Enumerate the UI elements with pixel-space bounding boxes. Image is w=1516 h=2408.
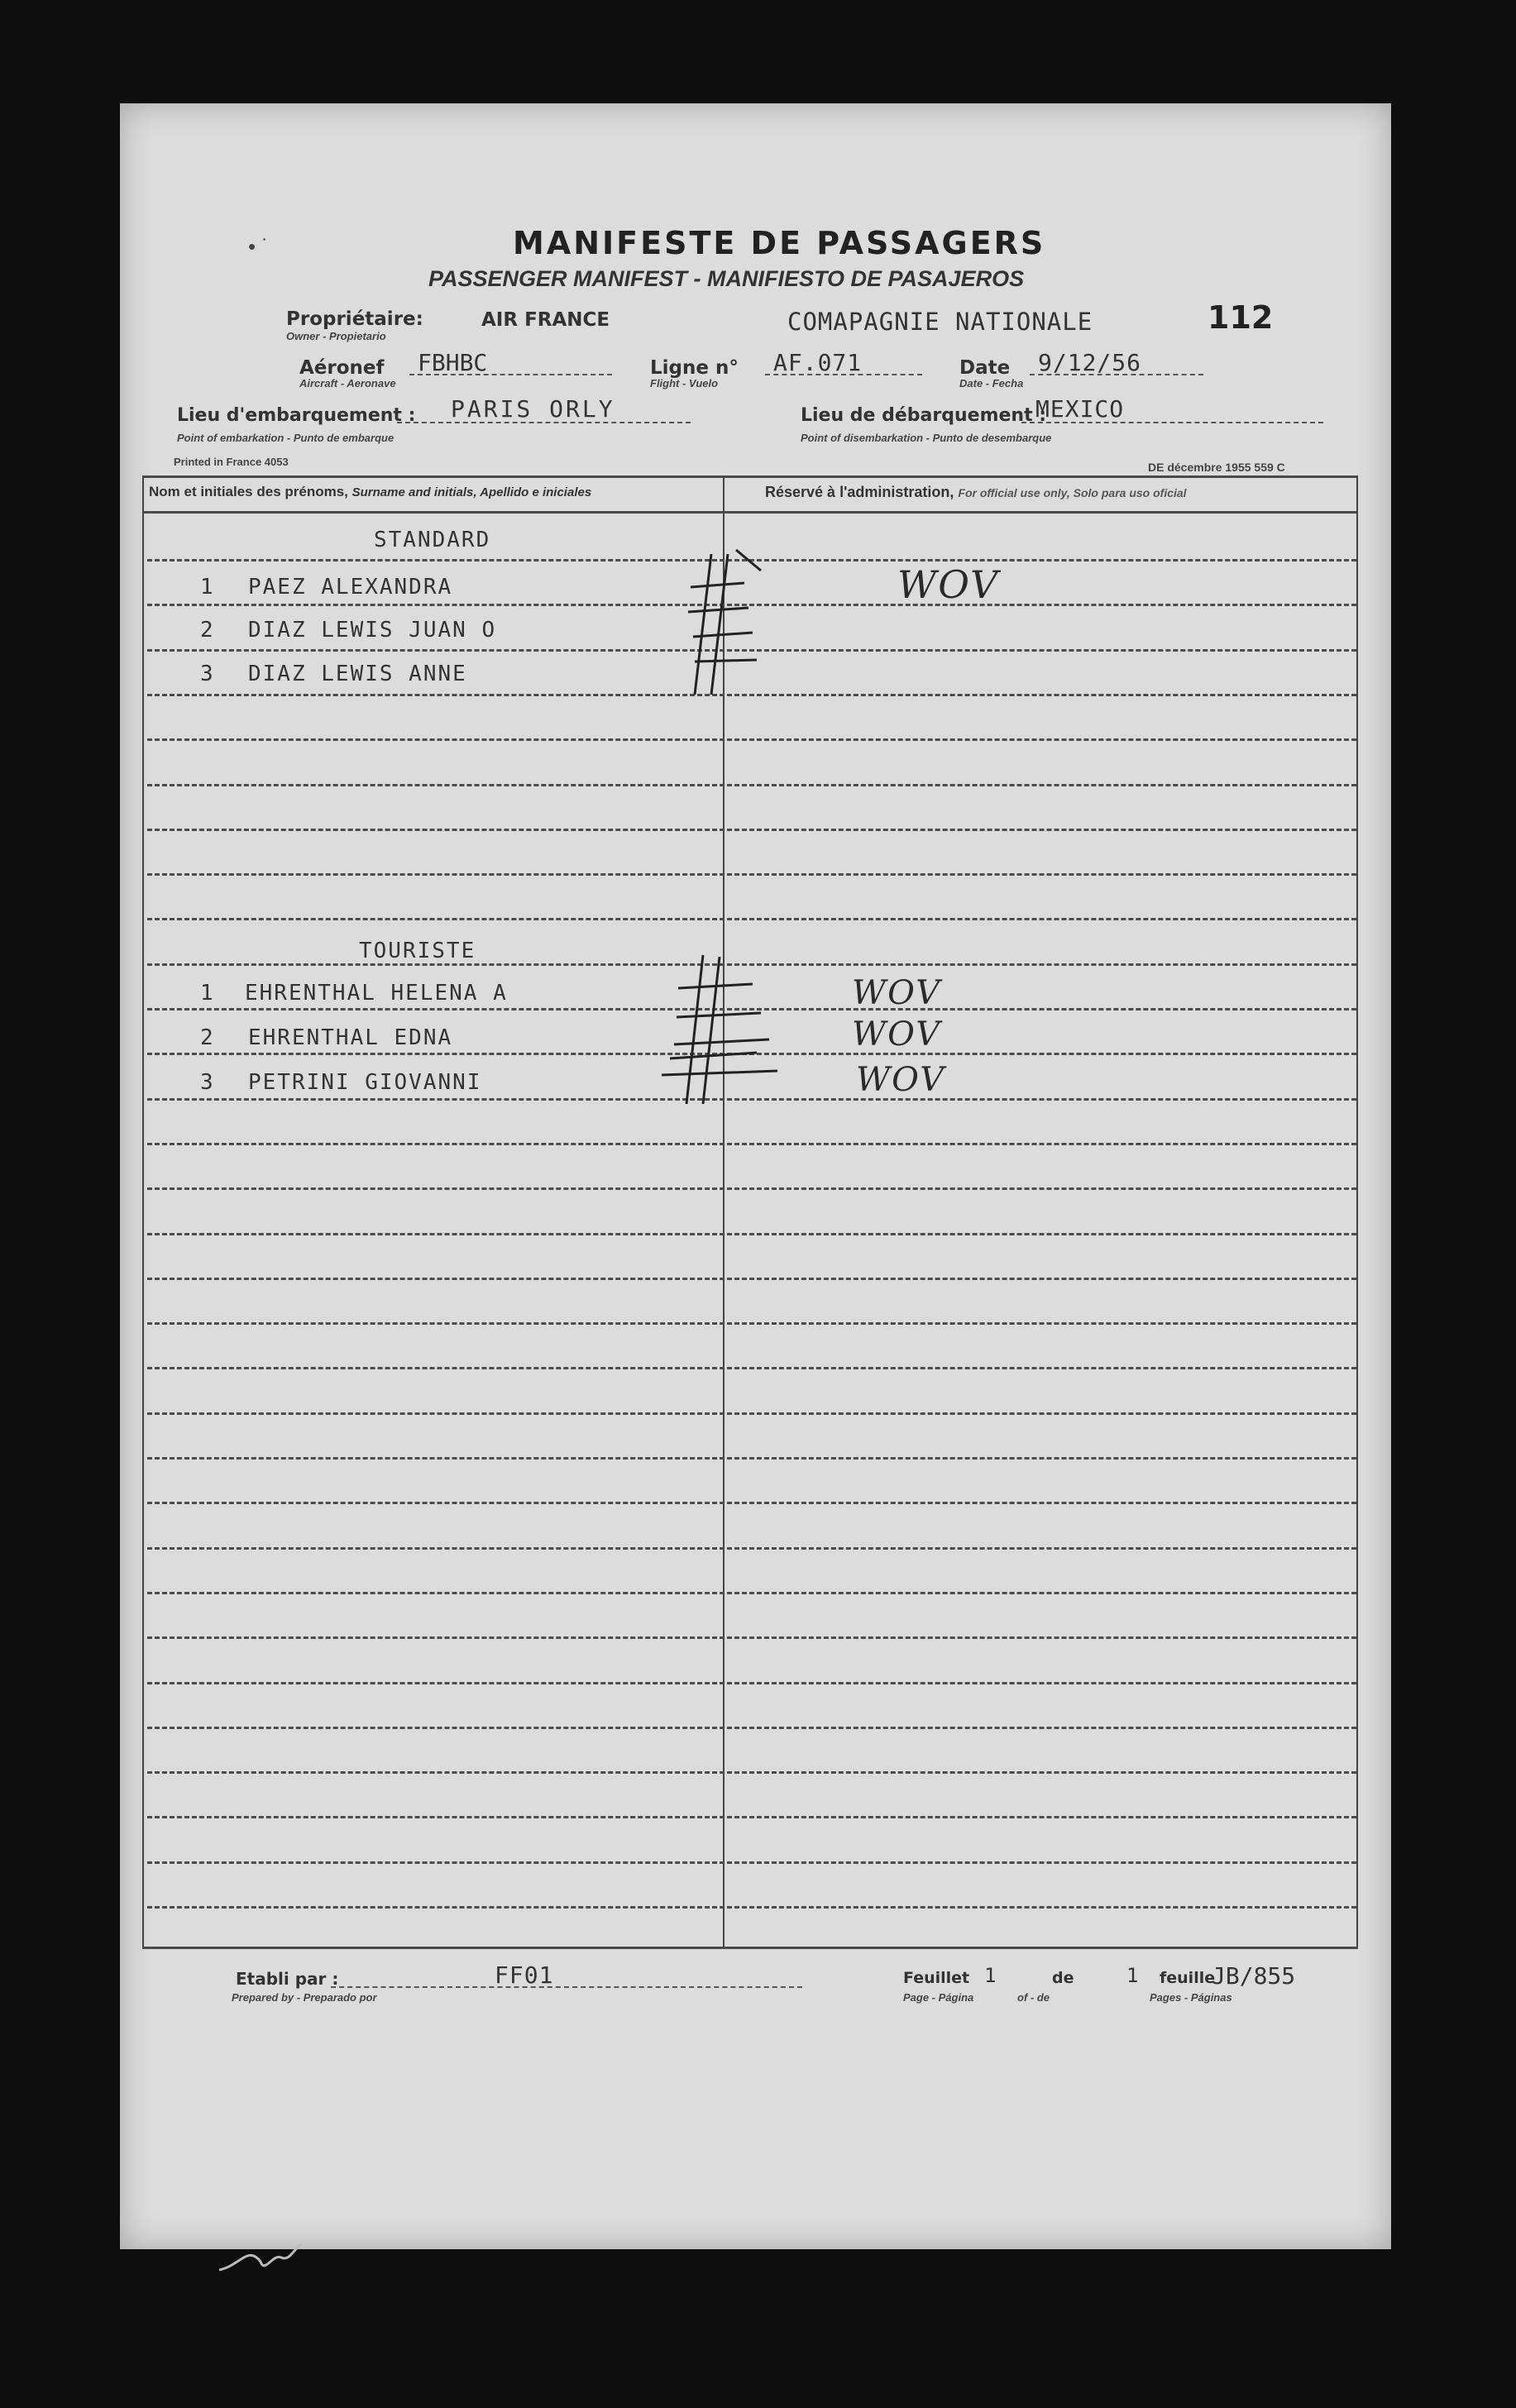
ruled-row-line (147, 1143, 1356, 1145)
handwritten-note: WOV (897, 562, 1000, 607)
disembark-label: Lieu de débarquement : (801, 405, 1047, 426)
col1-header (149, 484, 591, 500)
passenger-number: 1 (200, 981, 216, 1006)
aircraft-label: Aéronef (299, 357, 385, 379)
date-line (1030, 374, 1203, 375)
printed-note: Printed in France 4053 (174, 456, 289, 468)
ruled-row-line (147, 829, 1356, 831)
of-value: 1 (1126, 1964, 1141, 1987)
flight-value: AF.071 (773, 349, 863, 376)
col1-header-sub: Surname and initials, Apellido e iniciales (352, 485, 592, 499)
embark-sub: Point of embarkation - Punto de embarque (177, 432, 395, 444)
aircraft-line (409, 374, 612, 375)
ruled-row-line (147, 1457, 1356, 1460)
ruled-row-line (147, 1278, 1356, 1280)
disembark-line (1021, 422, 1323, 423)
ruled-row-line (147, 1502, 1356, 1504)
reference-code: JB/855 (1212, 1962, 1296, 1990)
flight-sub: Flight - Vuelo (650, 377, 719, 389)
section-title-standard: STANDARD (374, 528, 491, 552)
col2-header (765, 484, 1187, 501)
passenger-number: 2 (200, 618, 216, 643)
margin-scribble (215, 2237, 314, 2278)
ruled-row-line (147, 1906, 1356, 1909)
ruled-row-line (147, 1727, 1356, 1729)
owner-value: AIR FRANCE (481, 309, 610, 331)
ruled-row-line (147, 1816, 1356, 1818)
ruled-row-line (147, 1322, 1356, 1325)
date-value: 9/12/56 (1038, 349, 1142, 376)
table-top-border (142, 475, 1358, 478)
passenger-name: DIAZ LEWIS ANNE (248, 662, 467, 686)
table-right-border (1356, 475, 1358, 1947)
pencil-mark: • ˙ (248, 234, 269, 259)
check-marks-touriste (653, 947, 786, 1112)
col1-header-main: Nom et initiales des prénoms, (149, 484, 348, 499)
ruled-row-line (147, 1367, 1356, 1369)
flight-label: Ligne n° (650, 357, 739, 379)
sheets-sub: Pages - Páginas (1150, 1991, 1232, 2004)
check-marks-standard (678, 538, 777, 703)
sheet-label: Feuillet (903, 1969, 970, 1987)
embark-label: Lieu d'embarquement : (177, 405, 416, 426)
handwritten-note: WOV (856, 1061, 946, 1099)
sheet-sub: Page - Página (903, 1991, 974, 2004)
ruled-row-line (147, 873, 1356, 876)
prepared-line (331, 1986, 802, 1988)
section-title-touriste: TOURISTE (359, 939, 476, 963)
passenger-name: PETRINI GIOVANNI (248, 1070, 482, 1095)
table-left-border (142, 475, 144, 1947)
ruled-row-line (147, 1592, 1356, 1594)
flight-line (765, 374, 922, 375)
document-title: MANIFESTE DE PASSAGERS (513, 225, 1046, 261)
form-code: DE décembre 1955 559 C (1148, 461, 1285, 474)
prepared-value: FF01 (495, 1961, 554, 1989)
date-label: Date (959, 357, 1011, 379)
ruled-row-line (147, 738, 1356, 741)
disembark-value: MEXICO (1035, 395, 1125, 423)
passenger-number: 3 (200, 1070, 216, 1095)
passenger-name: EHRENTHAL HELENA A (245, 981, 508, 1006)
owner-label: Propriétaire: (286, 308, 423, 330)
col2-header-main: Réservé à l'administration, (765, 484, 954, 500)
aircraft-sub: Aircraft - Aeronave (299, 377, 396, 389)
aircraft-value: FBHBC (418, 349, 488, 376)
company-name: COMAPAGNIE NATIONALE (787, 308, 1093, 336)
sheet-value: 1 (984, 1964, 999, 1987)
ruled-row-line (147, 1547, 1356, 1550)
ruled-row-line (147, 1682, 1356, 1684)
ruled-row-line (147, 1233, 1356, 1235)
ruled-row-line (147, 784, 1356, 786)
passenger-number: 2 (200, 1025, 216, 1050)
embark-line (397, 422, 691, 423)
table-bottom-border (142, 1947, 1358, 1949)
embark-value: PARIS ORLY (451, 395, 615, 423)
page-number: 112 (1208, 299, 1274, 336)
owner-sub: Owner - Propietario (286, 330, 386, 342)
handwritten-note: WOV (852, 1015, 942, 1054)
ruled-row-line (147, 1861, 1356, 1864)
ruled-row-line (147, 1187, 1356, 1190)
of-sub: of - de (1017, 1991, 1050, 2004)
col2-header-sub: For official use only, Solo para uso oficial (958, 486, 1187, 499)
prepared-label: Etabli par : (236, 1969, 339, 1989)
sheets-label: feuille (1160, 1969, 1216, 1987)
ruled-row-line (147, 1412, 1356, 1415)
passenger-number: 3 (200, 662, 216, 686)
passenger-number: 1 (200, 575, 216, 600)
passenger-name: DIAZ LEWIS JUAN O (248, 618, 497, 643)
document-subtitle: PASSENGER MANIFEST - MANIFIESTO DE PASAJEROS (428, 266, 1025, 291)
passenger-name: EHRENTHAL EDNA (248, 1025, 453, 1050)
ruled-row-line (147, 918, 1356, 920)
passenger-name: PAEZ ALEXANDRA (248, 575, 453, 600)
ruled-row-line (147, 1771, 1356, 1774)
handwritten-note: WOV (852, 974, 942, 1012)
date-sub: Date - Fecha (959, 377, 1024, 389)
ruled-row-line (147, 1636, 1356, 1639)
table-header-divider (142, 511, 1358, 514)
disembark-sub: Point of disembarkation - Punto de desembarque (801, 432, 1052, 444)
prepared-sub: Prepared by - Preparado por (232, 1991, 377, 2004)
of-label: de (1052, 1969, 1074, 1987)
